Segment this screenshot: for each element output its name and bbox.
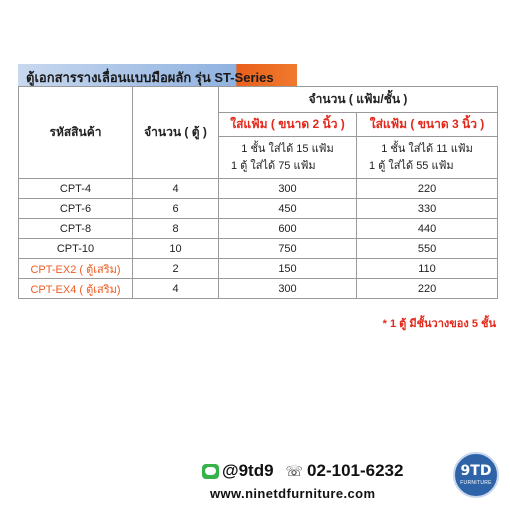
table-row — [19, 259, 498, 279]
table-header-row — [19, 87, 498, 113]
table-row — [19, 179, 498, 199]
cell-2inch: 450 — [219, 199, 357, 219]
cell-3inch: 330 — [357, 199, 498, 219]
header-capacity: จำนวน ( แฟ้ม/ชั้น ) — [219, 87, 498, 113]
desc-2inch — [219, 137, 357, 179]
cell-3inch: 110 — [357, 259, 498, 279]
logo-subtext: FURNITURE — [460, 480, 492, 486]
table-row — [19, 239, 498, 259]
desc-3inch-per-cabinet: 1 ตู้ ใส่ได้ 55 แฟ้ม — [369, 159, 454, 172]
header-product-code: รหัสสินค้า — [19, 87, 133, 179]
cell-qty: 6 — [133, 199, 219, 219]
logo-mark: 9TD — [460, 463, 492, 479]
cell-code: CPT-8 — [19, 219, 133, 239]
cell-code: CPT-EX2 ( ตู้เสริม) — [19, 259, 133, 279]
header-quantity: จำนวน ( ตู้ ) — [133, 87, 219, 179]
cell-qty: 10 — [133, 239, 219, 259]
table-title-banner — [18, 64, 297, 86]
header-2inch-folder: ใส่แฟ้ม ( ขนาด 2 นิ้ว ) — [219, 113, 357, 137]
website-link[interactable]: www.ninetdfurniture.com — [210, 486, 376, 501]
cell-qty: 2 — [133, 259, 219, 279]
desc-3inch-per-shelf: 1 ชั้น ใส่ได้ 11 แฟ้ม — [381, 142, 473, 155]
cell-qty: 8 — [133, 219, 219, 239]
cell-3inch: 220 — [357, 279, 498, 299]
cell-2inch: 300 — [219, 179, 357, 199]
cell-code: CPT-EX4 ( ตู้เสริม) — [19, 279, 133, 299]
contact-bar — [202, 460, 403, 482]
phone-icon: ☏ — [285, 462, 304, 479]
footnote: * 1 ตู้ มีชั้นวางของ 5 ชั้น — [382, 318, 496, 330]
brand-logo — [453, 452, 499, 498]
phone-number[interactable]: 02-101-6232 — [307, 461, 404, 480]
cell-qty: 4 — [133, 179, 219, 199]
desc-3inch — [357, 137, 498, 179]
spec-table — [18, 86, 498, 299]
table-row — [19, 279, 498, 299]
cell-2inch: 300 — [219, 279, 357, 299]
desc-2inch-per-cabinet: 1 ตู้ ใส่ได้ 75 แฟ้ม — [231, 159, 316, 172]
desc-2inch-per-shelf: 1 ชั้น ใส่ได้ 15 แฟ้ม — [241, 142, 334, 155]
table-row — [19, 219, 498, 239]
line-app-icon — [202, 464, 219, 479]
cell-3inch: 220 — [357, 179, 498, 199]
header-3inch-folder: ใส่แฟ้ม ( ขนาด 3 นิ้ว ) — [357, 113, 498, 137]
cell-code: CPT-10 — [19, 239, 133, 259]
cell-code: CPT-4 — [19, 179, 133, 199]
line-id[interactable]: @9td9 — [222, 461, 274, 480]
cell-code: CPT-6 — [19, 199, 133, 219]
cell-3inch: 440 — [357, 219, 498, 239]
cell-2inch: 600 — [219, 219, 357, 239]
cell-qty: 4 — [133, 279, 219, 299]
table-row — [19, 199, 498, 219]
table-title: ตู้เอกสารรางเลื่อนแบบมือผลัก รุ่น ST-Series — [26, 70, 274, 85]
cell-2inch: 150 — [219, 259, 357, 279]
cell-3inch: 550 — [357, 239, 498, 259]
cell-2inch: 750 — [219, 239, 357, 259]
